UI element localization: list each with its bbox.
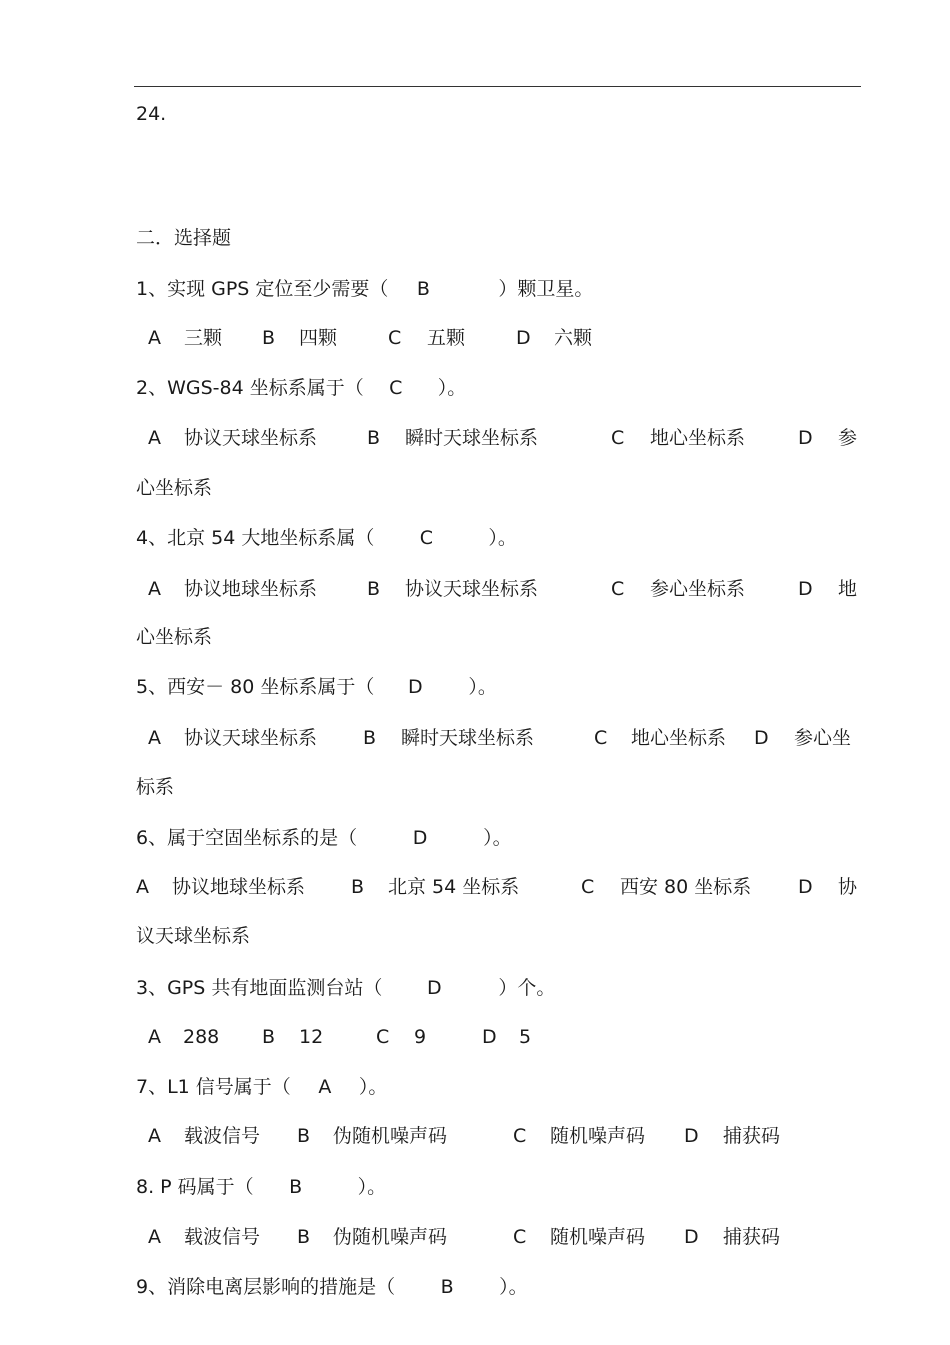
option-letter: A [136, 876, 149, 898]
question-stem-end: ）颗卫星。 [498, 278, 594, 300]
option-letter: B [262, 327, 276, 349]
answer: C [419, 527, 433, 549]
option-letter: C [513, 1226, 527, 1248]
previous-item-number: 24. [136, 103, 167, 125]
options-2-wrap: 心坐标系 [136, 477, 213, 499]
option-text: 参心坐 [794, 727, 852, 749]
question-4 [136, 526, 517, 550]
question-stem-end: ）个。 [498, 977, 556, 999]
option-letter: B [262, 1026, 276, 1048]
option-letter: A [148, 1026, 161, 1048]
option-letter: C [611, 578, 625, 600]
option-text: 参心坐标系 [650, 578, 746, 600]
question-stem: 2、WGS-84 坐标系属于（ [136, 377, 364, 399]
answer: D [412, 827, 428, 849]
option-text: 随机噪声码 [550, 1226, 646, 1248]
option-letter: C [594, 727, 608, 749]
question-8 [136, 1175, 386, 1199]
question-6 [136, 826, 512, 850]
header-rule [134, 86, 861, 87]
option-text: 三颗 [184, 327, 223, 349]
option-text: 协议地球坐标系 [184, 578, 318, 600]
option-text: 捕获码 [723, 1226, 781, 1248]
answer: B [289, 1176, 303, 1198]
option-text: 瞬时天球坐标系 [401, 727, 535, 749]
option-text: 9 [414, 1026, 427, 1048]
question-stem: 8. P 码属于（ [136, 1176, 254, 1198]
option-text: 地心坐标系 [631, 727, 727, 749]
option-letter: A [148, 727, 161, 749]
option-text: 瞬时天球坐标系 [405, 427, 539, 449]
option-letter: A [148, 427, 161, 449]
option-text: 捕获码 [723, 1125, 781, 1147]
option-letter: B [363, 727, 377, 749]
option-text: 协议地球坐标系 [172, 876, 306, 898]
option-letter: B [367, 427, 381, 449]
question-stem-end: ）。 [488, 527, 517, 549]
question-stem: 5、西安－ 80 坐标系属于（ [136, 676, 375, 698]
option-text: 协 [838, 876, 858, 898]
question-stem: 3、GPS 共有地面监测台站（ [136, 977, 383, 999]
question-2 [136, 376, 466, 400]
option-text: 四颗 [299, 327, 338, 349]
answer: B [440, 1276, 454, 1298]
option-text: 5 [519, 1026, 532, 1048]
option-letter: C [388, 327, 402, 349]
question-7 [136, 1075, 387, 1099]
option-text: 载波信号 [184, 1226, 261, 1248]
option-letter: D [516, 327, 531, 349]
option-text: 随机噪声码 [550, 1125, 646, 1147]
option-letter: D [754, 727, 769, 749]
question-stem: 9、消除电离层影响的措施是（ [136, 1276, 396, 1298]
option-letter: C [581, 876, 595, 898]
question-stem-end: ）。 [357, 1176, 387, 1198]
option-letter: D [684, 1226, 699, 1248]
option-text: 伪随机噪声码 [333, 1226, 448, 1248]
option-text: 地心坐标系 [650, 427, 746, 449]
options-5-wrap: 标系 [136, 776, 175, 798]
question-stem: 1、实现 GPS 定位至少需要（ [136, 278, 389, 300]
option-text: 载波信号 [184, 1125, 261, 1147]
option-letter: A [148, 327, 161, 349]
question-9 [136, 1275, 528, 1299]
option-letter: B [297, 1125, 311, 1147]
section-title: 二．选择题 [136, 227, 232, 249]
question-stem: 4、北京 54 大地坐标系属（ [136, 527, 375, 549]
option-text: 六颗 [554, 327, 593, 349]
answer: A [318, 1076, 332, 1098]
question-stem-end: ）。 [483, 827, 512, 849]
option-letter: D [482, 1026, 497, 1048]
question-stem-end: ）。 [437, 377, 467, 399]
option-text: 地 [838, 578, 858, 600]
option-text: 协议天球坐标系 [184, 427, 318, 449]
option-text: 伪随机噪声码 [333, 1125, 448, 1147]
answer: D [408, 676, 423, 698]
answer: B [416, 278, 430, 300]
option-text: 12 [299, 1026, 324, 1048]
option-letter: A [148, 1226, 161, 1248]
option-text: 参 [838, 427, 858, 449]
answer: D [427, 977, 442, 999]
options-4-wrap: 心坐标系 [136, 626, 213, 648]
option-letter: D [798, 427, 813, 449]
option-letter: A [148, 578, 161, 600]
option-text: 西安 80 坐标系 [620, 876, 752, 898]
question-3 [136, 976, 555, 1000]
option-text: 协议天球坐标系 [184, 727, 318, 749]
option-letter: C [376, 1026, 390, 1048]
option-letter: C [513, 1125, 527, 1147]
question-stem-end: ）。 [358, 1076, 388, 1098]
question-stem: 7、L1 信号属于（ [136, 1076, 291, 1098]
option-letter: A [148, 1125, 161, 1147]
question-1 [136, 277, 593, 301]
question-stem-end: ）。 [468, 676, 497, 698]
option-text: 北京 54 坐标系 [388, 876, 520, 898]
option-text: 288 [183, 1026, 220, 1048]
option-letter: B [351, 876, 365, 898]
question-stem: 6、属于空固坐标系的是（ [136, 827, 358, 849]
option-text: 协议天球坐标系 [405, 578, 539, 600]
question-5 [136, 675, 497, 699]
answer: C [389, 377, 403, 399]
option-text: 五颗 [427, 327, 466, 349]
option-letter: B [297, 1226, 311, 1248]
option-letter: D [684, 1125, 699, 1147]
question-stem-end: ）。 [499, 1276, 528, 1298]
options-6-wrap: 议天球坐标系 [136, 925, 251, 947]
option-letter: C [611, 427, 625, 449]
option-letter: D [798, 876, 813, 898]
option-letter: B [367, 578, 381, 600]
option-letter: D [798, 578, 813, 600]
